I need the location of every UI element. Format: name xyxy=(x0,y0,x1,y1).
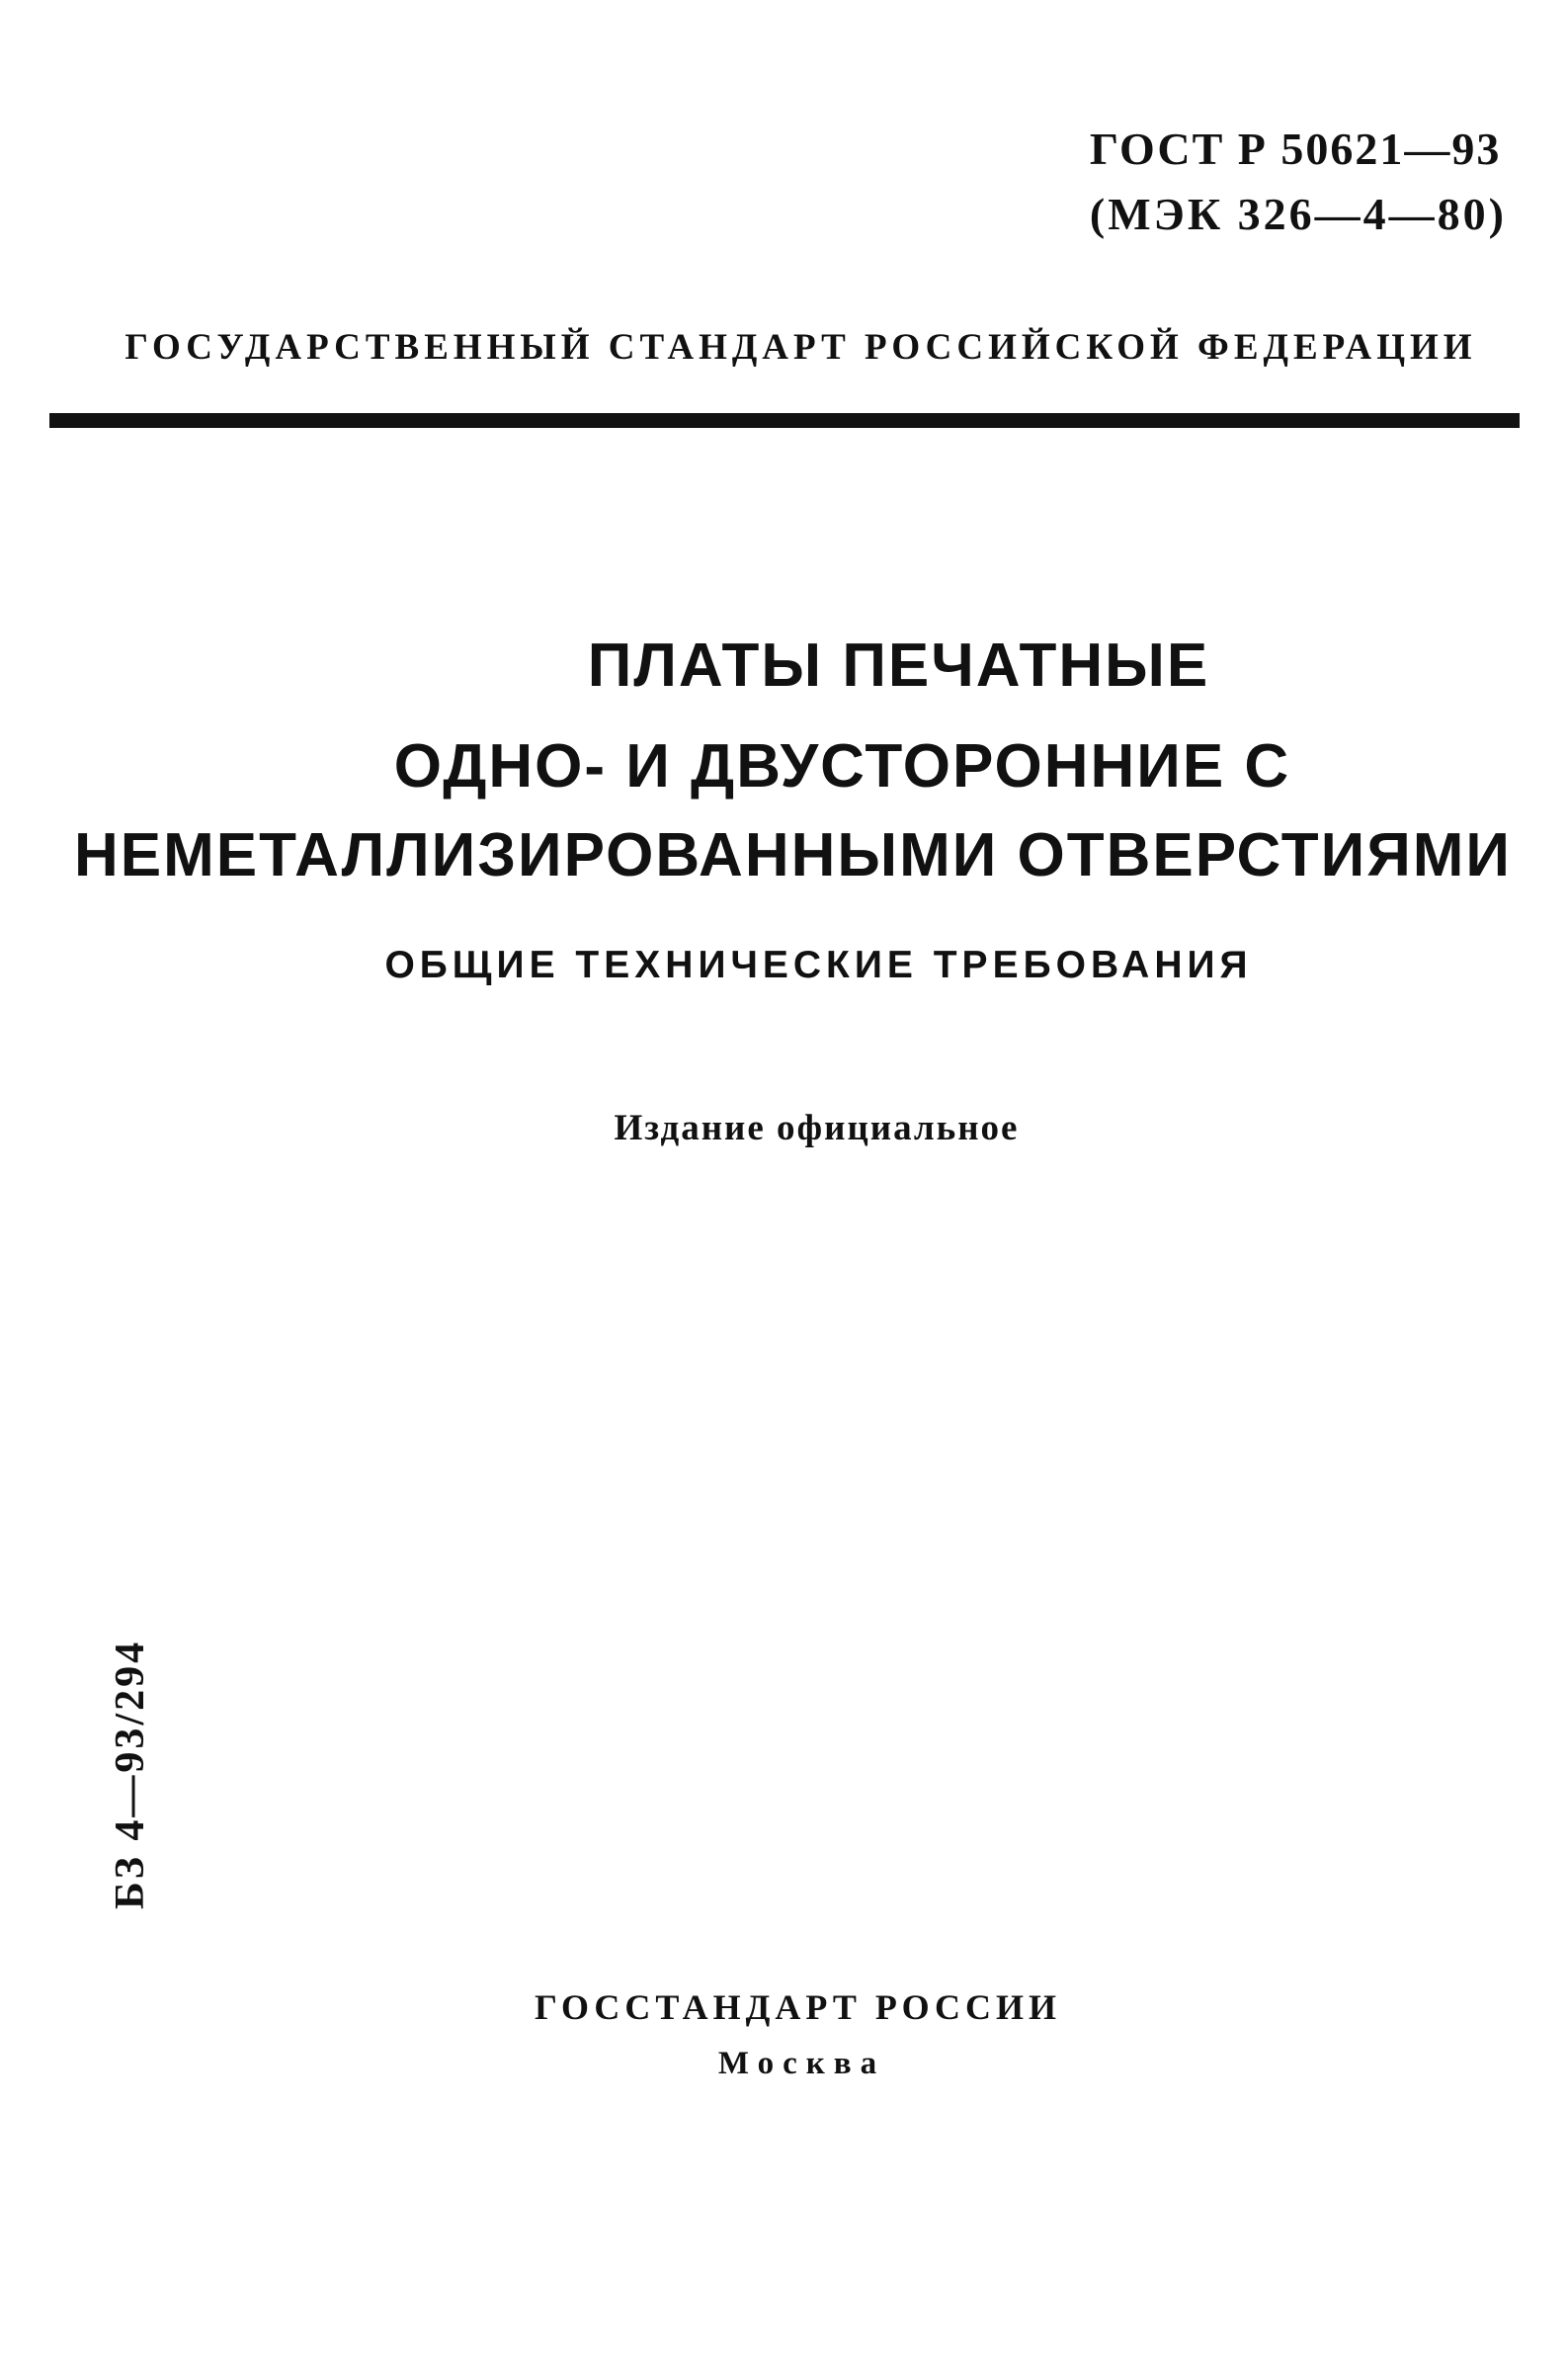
title-line-3: НЕМЕТАЛЛИЗИРОВАННЫМИ ОТВЕРСТИЯМИ xyxy=(74,821,1512,889)
catalog-code: БЗ 4—93/294 xyxy=(108,1639,153,1909)
document-subtitle: ОБЩИЕ ТЕХНИЧЕСКИЕ ТРЕБОВАНИЯ xyxy=(384,944,1253,986)
header-divider xyxy=(49,413,1520,428)
publisher-city: Москва xyxy=(717,2046,886,2081)
standard-code: ГОСТ Р 50621—93 xyxy=(1089,124,1502,174)
standard-codes xyxy=(1090,117,1507,247)
iec-code: (МЭК 326—4—80) xyxy=(1089,189,1507,239)
government-standard-heading: ГОСУДАРСТВЕННЫЙ СТАНДАРТ РОССИЙСКОЙ ФЕДЕРАЦИИ xyxy=(124,327,1477,368)
publisher-name: ГОССТАНДАРТ РОССИИ xyxy=(534,1987,1062,2027)
edition-note: Издание официальное xyxy=(614,1108,1020,1148)
title-line-2: ОДНО- И ДВУСТОРОННИЕ С xyxy=(393,732,1291,800)
title-line-1: ПЛАТЫ ПЕЧАТНЫЕ xyxy=(587,632,1210,700)
